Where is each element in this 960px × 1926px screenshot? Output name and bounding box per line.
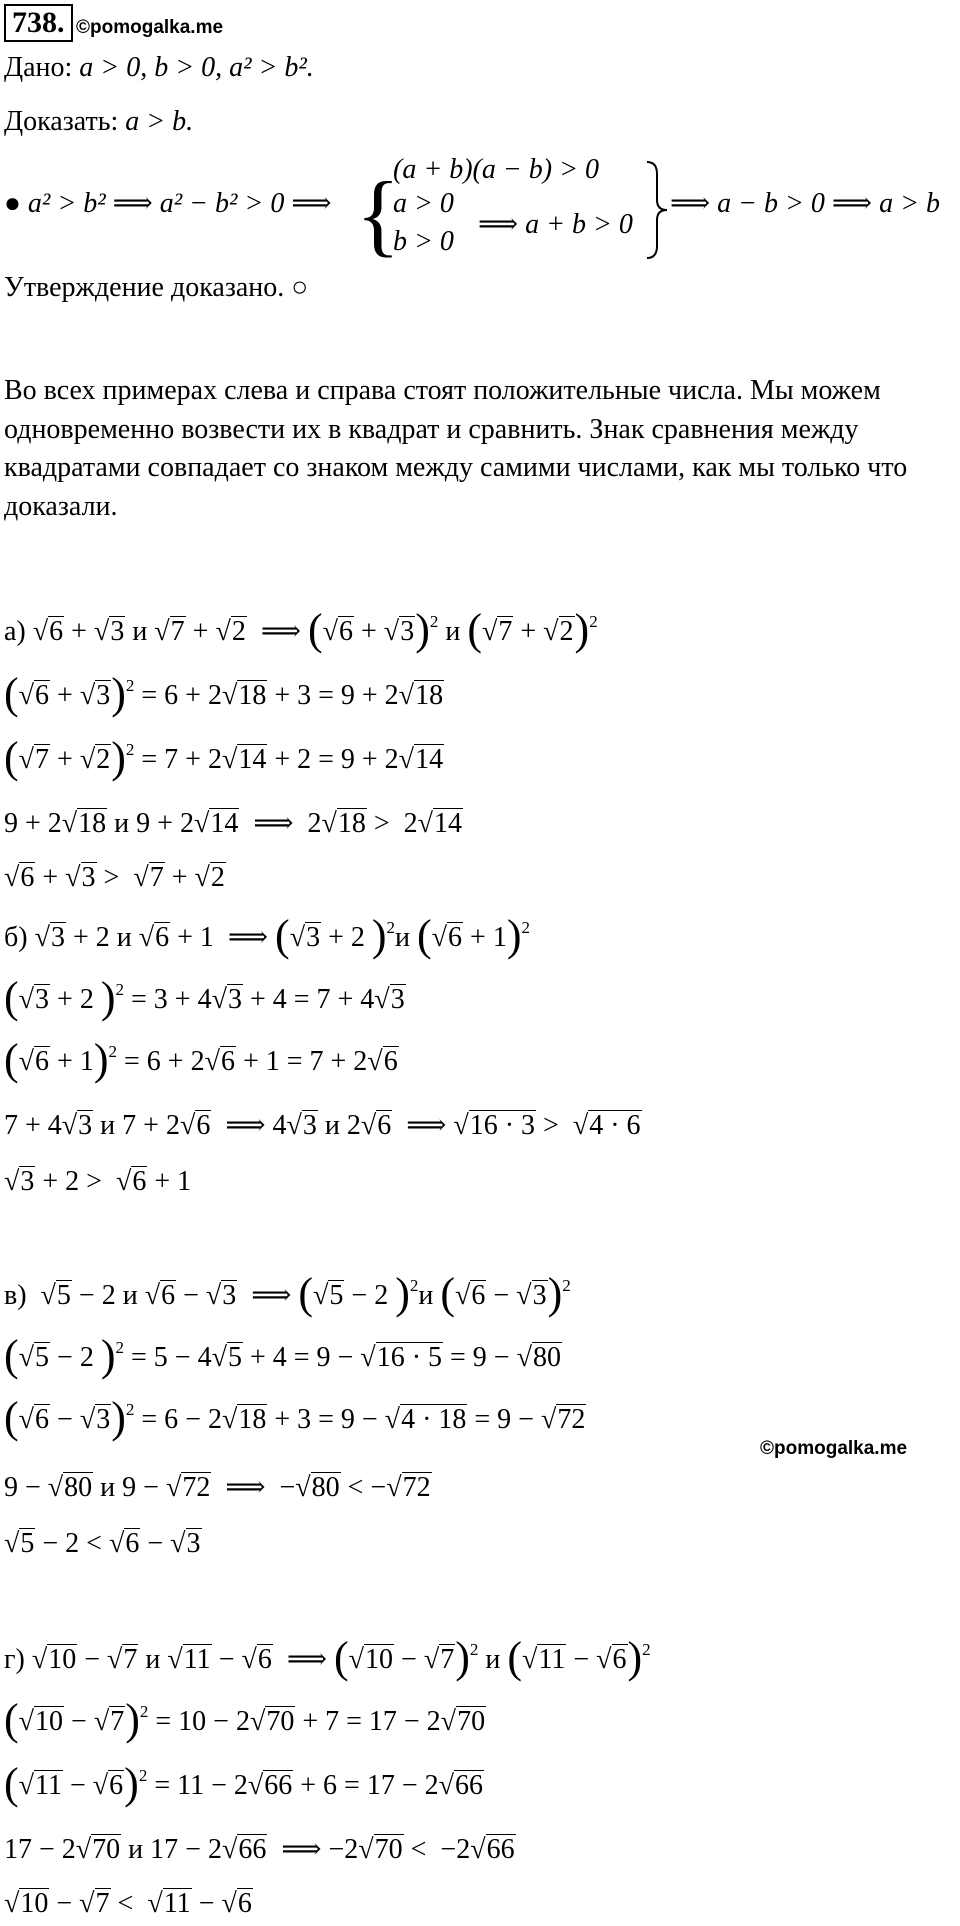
part-d-line2: $(√10 - √7)^2 = 10 - 2√70 + 7 = 17 - 2√70$ xyxy=(4,1695,486,1744)
part-b-line5: √3 + 2 > √6 + 1 xyxy=(4,1166,192,1197)
part-d-line5: √10 − √7 < √11 − √6 xyxy=(4,1888,252,1919)
watermark-2: ©pomogalka.me xyxy=(760,1438,908,1459)
explanation-paragraph: Во всех примерах слева и справа стоят положительные числа. Мы можем одновременно возвести их в квадрат и сравнить. Знак сравнения между квадратами совпадает со знаком между самими числами, как мы только что доказали. xyxy=(4,375,908,522)
proof-lead-expr: a² > b² ⟹ a² − b² > 0 ⟹ xyxy=(27,188,332,219)
part-b-line3: $(√6 + 1)^2 = 6 + 2√6 + 1 = 7 + 2√6$ xyxy=(4,1035,398,1084)
part-c-label: в) xyxy=(4,1280,27,1311)
given-expr: a > 0, b > 0, a² > b². xyxy=(79,52,314,83)
part-d-line4: 17 − 2√70 и 17 − 2√66 ⟹ −2√70 < −2√66 xyxy=(4,1834,515,1865)
bullet: ● xyxy=(4,188,21,219)
part-a-line4: 9 + 2√18 и 9 + 2√14 ⟹ 2√18 > 2√14 xyxy=(4,808,463,839)
part-d-line1: г) √10 − √7 и √11 − √6 ⟹ $(√10 - √7)^2$ и $(√11 - √6)^2$ xyxy=(4,1633,651,1682)
part-a-line3: $(√7 + √2)^2 = 7 + 2√14 + 2 = 9 + 2√14$ xyxy=(4,733,444,782)
part-a-line2: $(√6 + √3)^2 = 6 + 2√18 + 3 = 9 + 2√18$ xyxy=(4,669,444,718)
part-c-line4: 9 − √80 и 9 − √72 ⟹ −√80 < −√72 xyxy=(4,1472,431,1503)
part-b-line2: (√3 + 2 )$^2$ = 3 + 4√3 + 4 = 7 + 4√3 xyxy=(4,973,405,1022)
watermark: ©pomogalka.me xyxy=(76,17,224,38)
part-a-label: а) xyxy=(4,616,26,647)
proof-lead xyxy=(4,186,331,220)
prove-line xyxy=(4,106,193,138)
problem-number: 738. xyxy=(4,4,73,42)
part-b-line1: б) √3 + 2 и √6 + 1 ⟹ (√3 + 2 )$^2$и $(√6 + 1)^2$ xyxy=(4,911,530,960)
proof-tail: ⟹ a − b > 0 ⟹ a > b xyxy=(670,188,940,219)
given-label: Дано: xyxy=(4,52,73,83)
part-a-line1: а) √6 + √3 и √7 + √2 ⟹ $(√6 + √3)^2$ и $(√7 + √2)^2$ xyxy=(4,605,598,654)
prove-label: Доказать: xyxy=(4,106,119,137)
part-b-line4: 7 + 4√3 и 7 + 2√6 ⟹ 4√3 и 2√6 ⟹ √16 · 3 > √4 · 6 xyxy=(4,1110,641,1141)
part-c-line1: в) √5 − 2 и √6 − √3 ⟹ (√5 − 2 )$^2$и $(√6 - √3)^2$ xyxy=(4,1269,571,1318)
given-line xyxy=(4,52,314,84)
system-b: b > 0 xyxy=(393,226,454,257)
system-top: (a + b)(a − b) > 0 xyxy=(393,154,599,185)
part-c-line3: $(√6 - √3)^2 = 6 - 2√18 + 3 = 9 - √4 \cdot 18 = 9 - √72$ xyxy=(4,1393,586,1442)
part-c-line5: √5 − 2 < √6 − √3 xyxy=(4,1528,201,1559)
system-a: a > 0 xyxy=(393,188,454,219)
part-d-label: г) xyxy=(4,1644,25,1675)
right-brace xyxy=(645,160,669,260)
system-mid: ⟹ a + b > 0 xyxy=(478,209,633,240)
part-b-label: б) xyxy=(4,922,28,953)
proved-statement: Утверждение доказано. ○ xyxy=(4,272,309,303)
prove-expr: a > b. xyxy=(125,106,194,137)
part-c-line2: (√5 − 2 )$^2$ = 5 − 4√5 + 4 = 9 − √16 · 5 = 9 − √80 xyxy=(4,1331,561,1380)
part-a-line5: √6 + √3 > √7 + √2 xyxy=(4,862,225,893)
part-d-line3: $(√11 - √6)^2 = 11 - 2√66 + 6 = 17 - 2√66$ xyxy=(4,1759,483,1808)
